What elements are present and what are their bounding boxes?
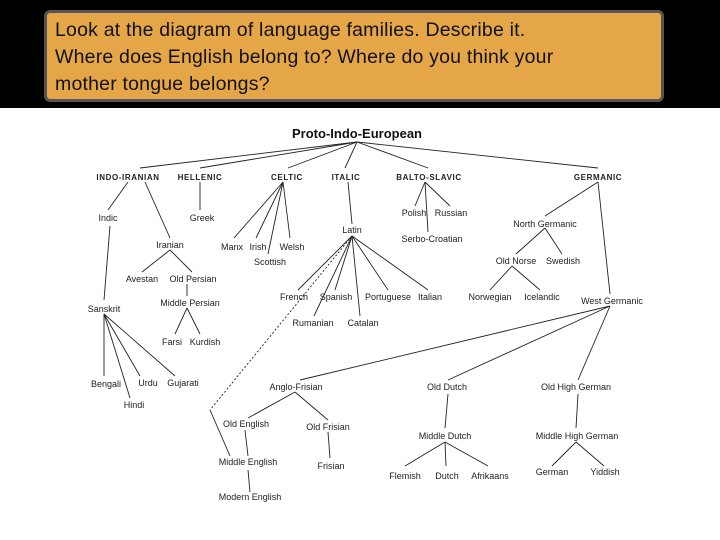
lang-portuguese: Portuguese xyxy=(364,292,412,302)
lang-polish: Polish xyxy=(401,208,427,218)
branch-hellenic: HELLENIC xyxy=(177,173,223,182)
lang-hindi: Hindi xyxy=(123,400,145,410)
lang-irish: Irish xyxy=(249,242,267,252)
branch-balto-slavic: BALTO-SLAVIC xyxy=(396,173,462,182)
question-line-2: Where does English belong to? Where do you think your xyxy=(55,46,554,68)
lang-anglo-frisian: Anglo-Frisian xyxy=(269,382,323,392)
lang-kurdish: Kurdish xyxy=(189,337,221,347)
lang-old-persian: Old Persian xyxy=(169,274,217,284)
lang-middle-english: Middle English xyxy=(218,457,278,467)
lang-middle-high-german: Middle High German xyxy=(535,431,619,441)
lang-old-english: Old English xyxy=(222,419,270,429)
lang-russian: Russian xyxy=(434,208,468,218)
lang-serbo-croatian: Serbo-Croatian xyxy=(401,234,463,244)
lang-sanskrit: Sanskrit xyxy=(87,304,121,314)
lang-manx: Manx xyxy=(220,242,244,252)
lang-north-germanic: North Germanic xyxy=(513,219,577,229)
lang-flemish: Flemish xyxy=(389,471,421,481)
lang-french: French xyxy=(279,292,309,302)
lang-swedish: Swedish xyxy=(545,256,581,266)
branch-germanic: GERMANIC xyxy=(573,173,623,182)
question-line-1: Look at the diagram of language families. Describe it. xyxy=(55,19,526,41)
lang-frisian: Frisian xyxy=(317,461,345,471)
question-banner xyxy=(44,10,664,102)
lang-modern-english: Modern English xyxy=(218,492,282,502)
lang-bengali: Bengali xyxy=(90,379,122,389)
lang-gujarati: Gujarati xyxy=(167,378,199,388)
lang-old-dutch: Old Dutch xyxy=(426,382,468,392)
branch-italic: ITALIC xyxy=(331,173,361,182)
lang-afrikaans: Afrikaans xyxy=(471,471,509,481)
question-line-3: mother tongue belongs? xyxy=(55,73,270,95)
lang-latin: Latin xyxy=(342,225,362,235)
lang-spanish: Spanish xyxy=(319,292,353,302)
lang-italian: Italian xyxy=(417,292,443,302)
lang-iranian: Iranian xyxy=(156,240,184,250)
lang-urdu: Urdu xyxy=(138,378,158,388)
lang-middle-persian: Middle Persian xyxy=(160,298,220,308)
lang-middle-dutch: Middle Dutch xyxy=(418,431,472,441)
lang-greek: Greek xyxy=(189,213,215,223)
lang-icelandic: Icelandic xyxy=(524,292,560,302)
lang-yiddish: Yiddish xyxy=(590,467,620,477)
lang-norwegian: Norwegian xyxy=(468,292,512,302)
branch-indo-iranian: INDO-IRANIAN xyxy=(96,173,160,182)
lang-avestan: Avestan xyxy=(125,274,159,284)
tree-connectors xyxy=(104,142,610,492)
lang-old-frisian: Old Frisian xyxy=(306,422,350,432)
lang-welsh: Welsh xyxy=(279,242,305,252)
language-tree-diagram xyxy=(0,108,720,540)
lang-dutch: Dutch xyxy=(435,471,459,481)
tree-svg xyxy=(0,108,720,540)
lang-west-germanic: West Germanic xyxy=(581,296,643,306)
lang-farsi: Farsi xyxy=(162,337,182,347)
lang-rumanian: Rumanian xyxy=(292,318,334,328)
lang-old-high-german: Old High German xyxy=(540,382,612,392)
lang-german: German xyxy=(535,467,569,477)
lang-scottish: Scottish xyxy=(253,257,287,267)
lang-indic: Indic xyxy=(98,213,118,223)
lang-old-norse: Old Norse xyxy=(495,256,537,266)
branch-celtic: CELTIC xyxy=(271,173,303,182)
root-label: Proto-Indo-European xyxy=(292,126,422,141)
lang-catalan: Catalan xyxy=(347,318,379,328)
